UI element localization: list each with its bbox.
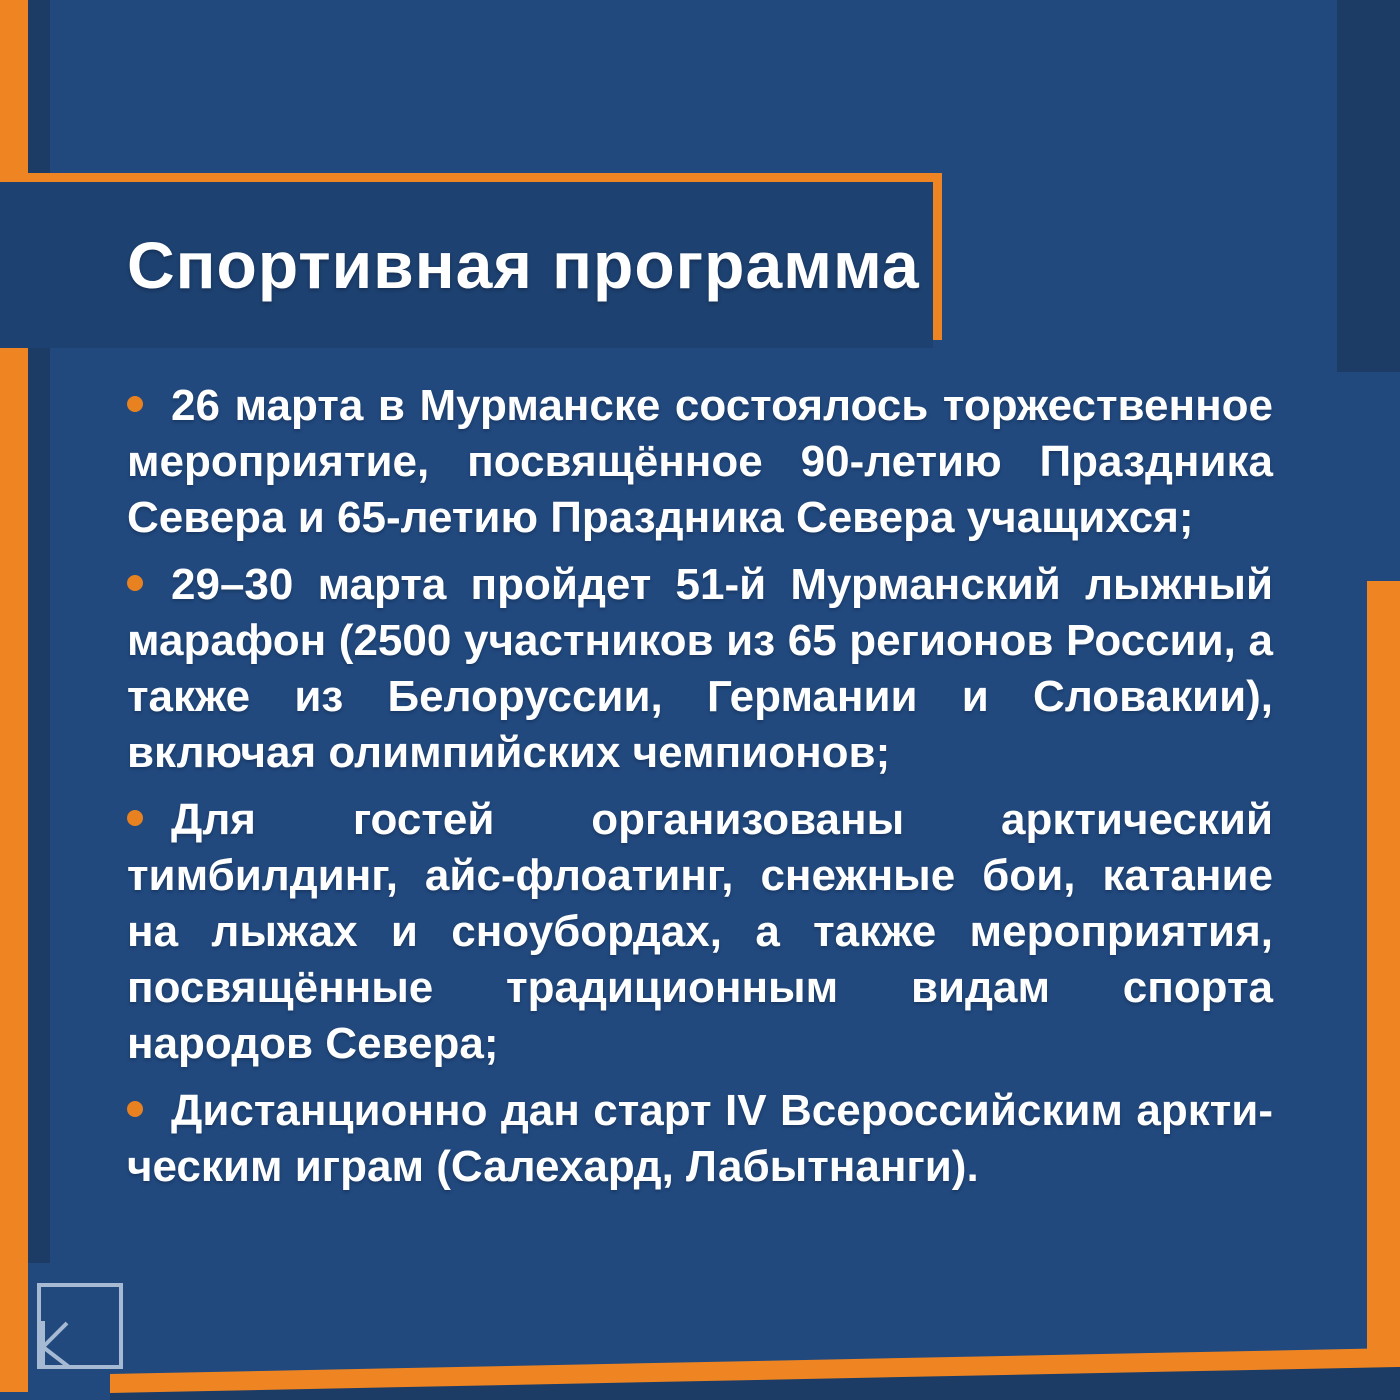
list-item <box>127 792 1273 1072</box>
bullet-dot-icon <box>127 575 143 591</box>
title-zone <box>127 181 942 348</box>
bullet-text: Дистанционно дан старт IV Всероссийским арктическим играм (Салехард, Лабытнанги). <box>127 1086 1273 1191</box>
bullet-dot-icon <box>127 1101 143 1117</box>
bullet-dot-icon <box>127 396 143 412</box>
k-square-logo-icon <box>36 1282 126 1372</box>
bullet-list <box>127 378 1273 1206</box>
bullet-text: 26 марта в Мурманске состоялось торжественное мероприятие, посвящённое 90-летию Праздника Севера и 65-летию Праздника Севера учащихся; <box>127 381 1273 542</box>
list-item <box>127 378 1273 546</box>
bullet-text: 29–30 марта пройдет 51-й Мурманский лыжный марафон (2500 участников из 65 регионов России, а также из Белоруссии, Германии и Словакии), включая олимпийских чемпионов; <box>127 560 1273 777</box>
page-title: Спортивная программа <box>127 227 920 302</box>
bullet-dot-icon <box>127 810 143 826</box>
logo-k-upper-arm <box>43 1323 67 1347</box>
bullet-text: Для гостей организованы арктический тимбилдинг, айс-флоатинг, снежные бои, катание на лыжах и сноубордах, а также мероприятия, посвящённые традиционным видам спорта народов Севера; <box>127 795 1273 1068</box>
backdrop-top-right <box>1337 0 1400 372</box>
list-item <box>127 557 1273 781</box>
list-item <box>127 1083 1273 1195</box>
logo-k-lower-arm <box>43 1347 69 1367</box>
orange-right-strip <box>1367 581 1400 1356</box>
